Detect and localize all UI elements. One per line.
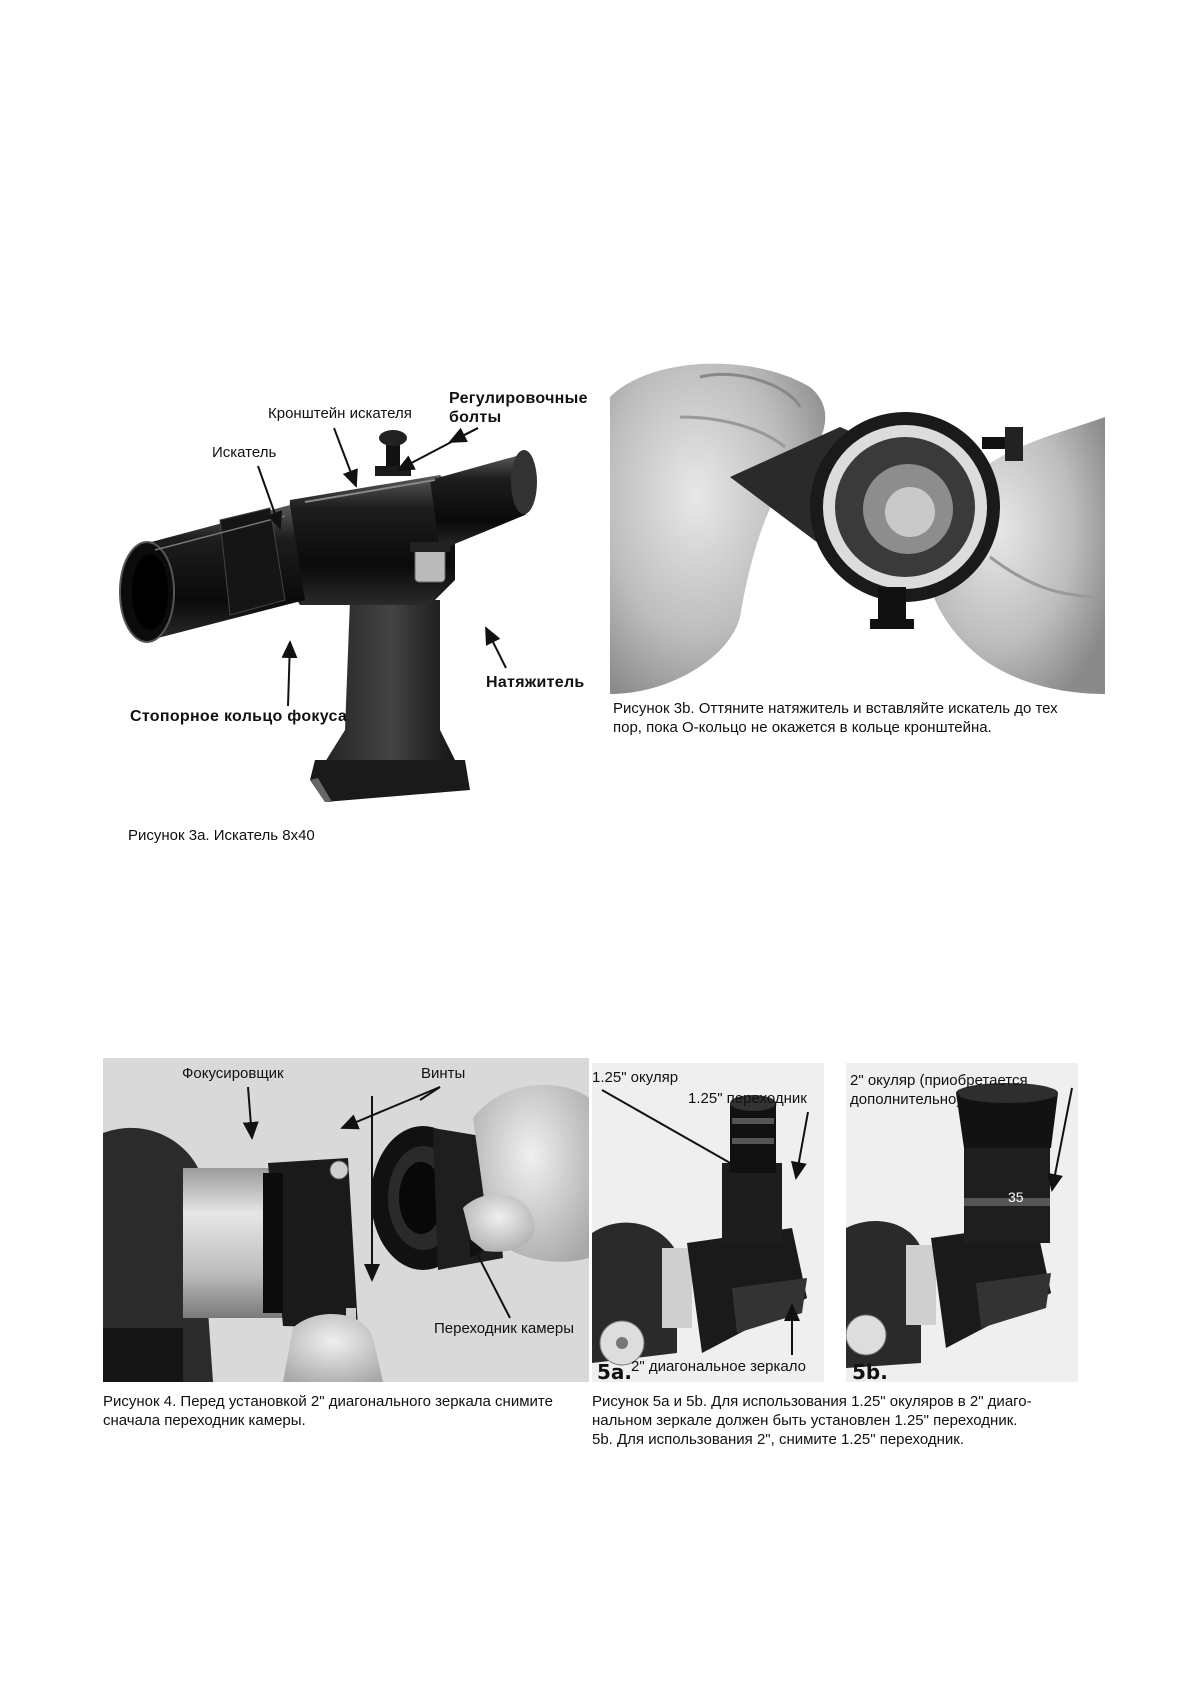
figure-3a-caption: Рисунок 3a. Искатель 8x40 xyxy=(128,827,315,844)
figure-3b-caption-line2: пор, пока O-кольцо не окажется в кольце кронштейна. xyxy=(613,719,992,736)
diagonal-2in-label: 2" диагональное зеркало xyxy=(631,1358,807,1375)
tensioner-label: Натяжитель xyxy=(486,674,585,691)
figure-5a-arrows xyxy=(590,1060,830,1380)
figure-3b-photo xyxy=(610,357,1105,694)
figure-5-caption-line3: 5b. Для использования 2", снимите 1.25" переходник. xyxy=(592,1431,965,1448)
figure-5-caption-line2: нальном зеркале должен быть установлен 1.25" переходник. xyxy=(592,1412,1018,1429)
figure-4-caption-line1: Рисунок 4. Перед установкой 2" диагонального зеркала снимите xyxy=(103,1393,553,1410)
eyepiece-2in-label-line1: 2" окуляр (приобретается xyxy=(850,1072,1028,1089)
focus-lock-ring-label: Стопорное кольцо фокуса xyxy=(130,708,348,725)
finder-label: Искатель xyxy=(212,444,277,461)
bracket-label: Кронштейн искателя xyxy=(268,405,412,422)
figure-5-caption-line1: Рисунок 5a и 5b. Для использования 1.25" окуляров в 2" диаго- xyxy=(592,1393,1032,1410)
figure-4-caption-line2: сначала переходник камеры. xyxy=(103,1412,306,1429)
adapter-125-label: 1.25" переходник xyxy=(688,1090,807,1107)
focuser-label: Фокусировщик xyxy=(182,1065,284,1082)
figure-3b-caption-line1: Рисунок 3b. Оттяните натяжитель и вставляйте искатель до тех xyxy=(613,700,1058,717)
camera-adapter-label: Переходник камеры xyxy=(434,1320,574,1337)
figure-5b-arrows xyxy=(840,1060,1080,1380)
adjust-bolts-label-line1: Регулировочные xyxy=(449,390,588,407)
figure-5b-tag: 5b. xyxy=(852,1360,888,1384)
adjust-bolts-label-line2: болты xyxy=(449,409,502,426)
eyepiece-marking: 35 xyxy=(1008,1189,1024,1205)
figure-5a-tag: 5a. xyxy=(597,1360,633,1384)
eyepiece-125-label: 1.25" окуляр xyxy=(592,1069,679,1086)
screws-label: Винты xyxy=(421,1065,466,1082)
eyepiece-2in-label-line2: дополнительно) xyxy=(850,1091,962,1108)
